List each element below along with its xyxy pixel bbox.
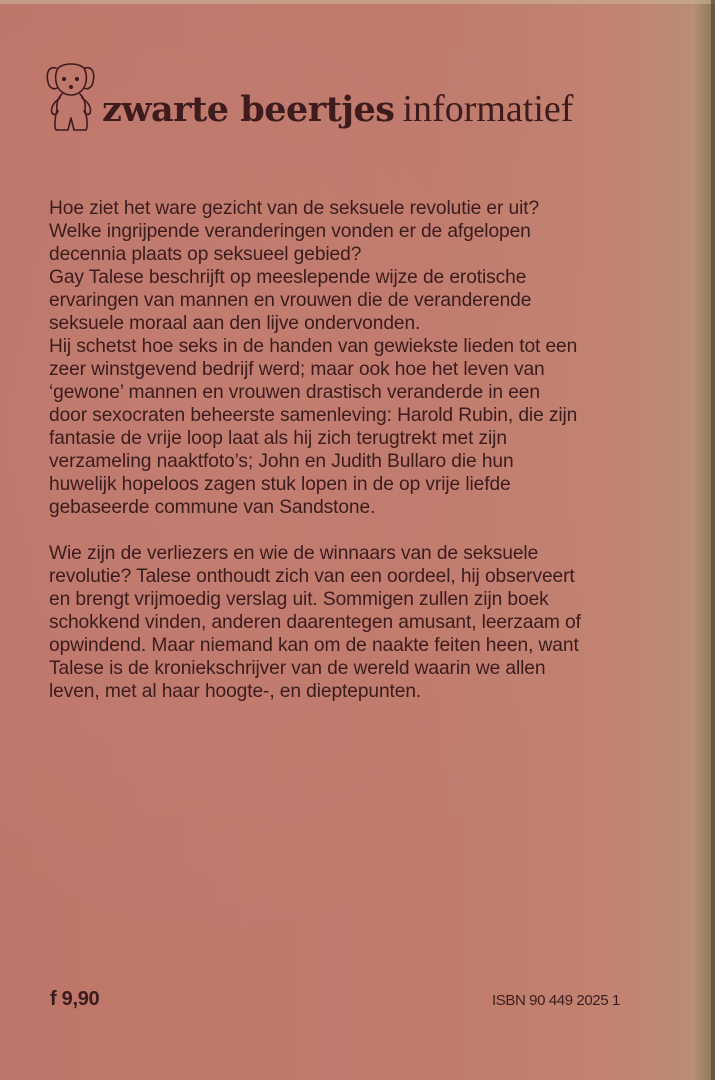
blurb-line: verzameling naaktfoto’s; John en Judith Bullaro die hun: [49, 451, 514, 472]
blurb-line: revolutie? Talese onthoudt zich van een oordeel, hij observeert: [49, 566, 575, 587]
blurb-line: gebaseerde commune van Sandstone.: [49, 497, 376, 518]
blurb-line: door sexocraten beheerste samenleving: Harold Rubin, die zijn: [49, 405, 578, 426]
blurb-paragraph-2: [49, 542, 689, 703]
blurb-line: ervaringen van mannen en vrouwen die de veranderende: [49, 290, 532, 311]
paragraph-spacer: [49, 519, 689, 542]
publisher-brand: [44, 52, 573, 132]
price-label: f 9,90: [50, 988, 100, 1010]
isbn-label: ISBN 90 449 2025 1: [492, 992, 620, 1009]
blurb-line: Hoe ziet het ware gezicht van de seksuele revolutie er uit?: [49, 198, 540, 219]
blurb-line: huwelijk hopeloos zagen stuk lopen in de op vrije liefde: [49, 474, 511, 495]
brand-name-series: informatief: [402, 88, 574, 130]
blurb-line: Welke ingrijpende veranderingen vonden er de afgelopen: [49, 221, 531, 242]
blurb-line: Hij schetst hoe seks in de handen van gewiekste lieden tot een: [49, 336, 578, 357]
blurb-line: schokkend vinden, anderen daarentegen amusant, leerzaam of: [49, 612, 581, 633]
brand-title: [102, 90, 573, 128]
blurb-line: seksuele moraal aan den lijve ondervonden.: [49, 313, 421, 334]
blurb-line: Talese is de kroniekschrijver van de wereld waarin we allen: [49, 658, 546, 679]
blurb-text: [49, 197, 689, 703]
blurb-line: Wie zijn de verliezers en wie de winnaars van de seksuele: [49, 543, 539, 564]
blurb-paragraph-1: [49, 197, 689, 519]
brand-name-bold: zwarte beertjes: [102, 89, 395, 130]
bear-icon: [44, 60, 98, 132]
blurb-line: zeer winstgevend bedrijf werd; maar ook hoe het leven van: [49, 359, 545, 380]
blurb-line: fantasie de vrije loop laat als hij zich terugtrekt met zijn: [49, 428, 507, 449]
blurb-line: Gay Talese beschrijft op meeslepende wijze de erotische: [49, 267, 527, 288]
blurb-line: ‘gewone’ mannen en vrouwen drastisch veranderde in een: [49, 382, 540, 403]
blurb-line: en brengt vrijmoedig verslag uit. Sommigen zullen zijn boek: [49, 589, 549, 610]
blurb-line: opwindend. Maar niemand kan om de naakte feiten heen, want: [49, 635, 579, 656]
blurb-line: leven, met al haar hoogte-, en dieptepunten.: [49, 681, 422, 702]
blurb-line: decennia plaats op seksueel gebied?: [49, 244, 362, 265]
